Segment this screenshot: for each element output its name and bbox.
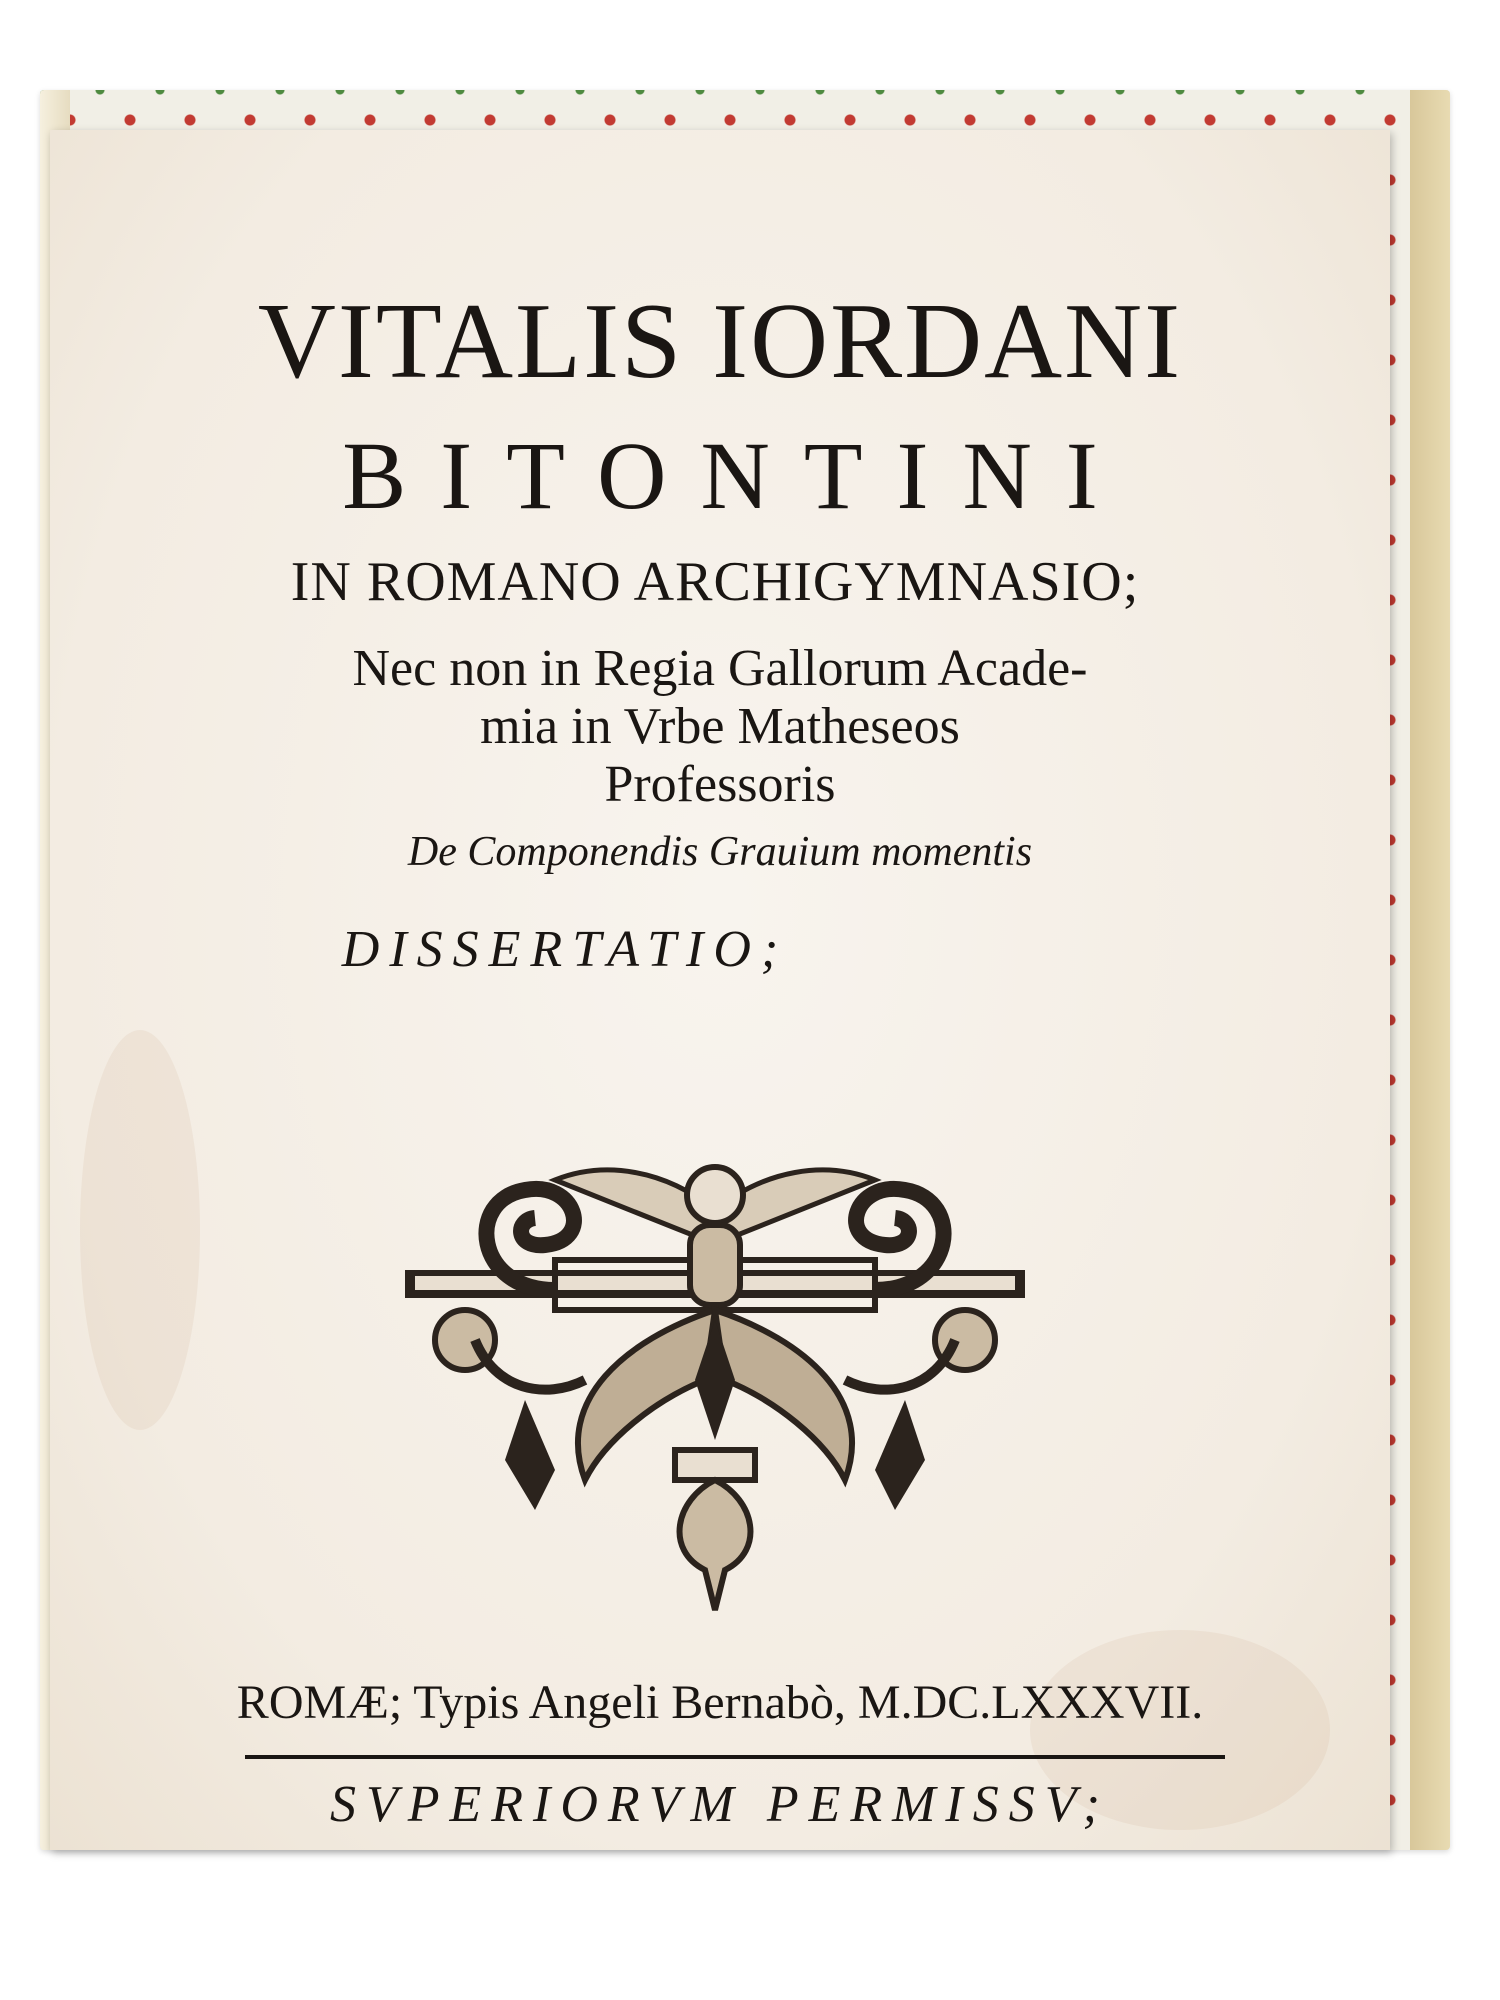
imprint-line: ROMÆ; Typis Angeli Bernabò, M.DC.LXXXVII. [236,1676,1204,1729]
institution-line: IN ROMANO ARCHIGYMNASIO; [290,551,1140,613]
affiliation-lines [50,640,1390,814]
work-genre: DISSERTATIO; [341,921,789,978]
author-name: VITALIS IORDANI [257,282,1183,401]
affiliation-line-3: Professoris [604,756,836,813]
author-origin: BITONTINI [342,422,1132,529]
foxing-stain [80,1030,200,1430]
board-turn-in [1410,90,1450,1850]
woodcut-ornament [405,1140,1025,1620]
horizontal-rule [245,1755,1225,1759]
permission-line: SVPERIORVM PERMISSV; [330,1776,1110,1833]
title-page [50,130,1390,1850]
work-subject: De Componendis Grauium momentis [407,829,1033,875]
affiliation-line-2: mia in Vrbe Matheseos [480,698,960,755]
affiliation-line-1: Nec non in Regia Gallorum Acade- [352,640,1088,697]
